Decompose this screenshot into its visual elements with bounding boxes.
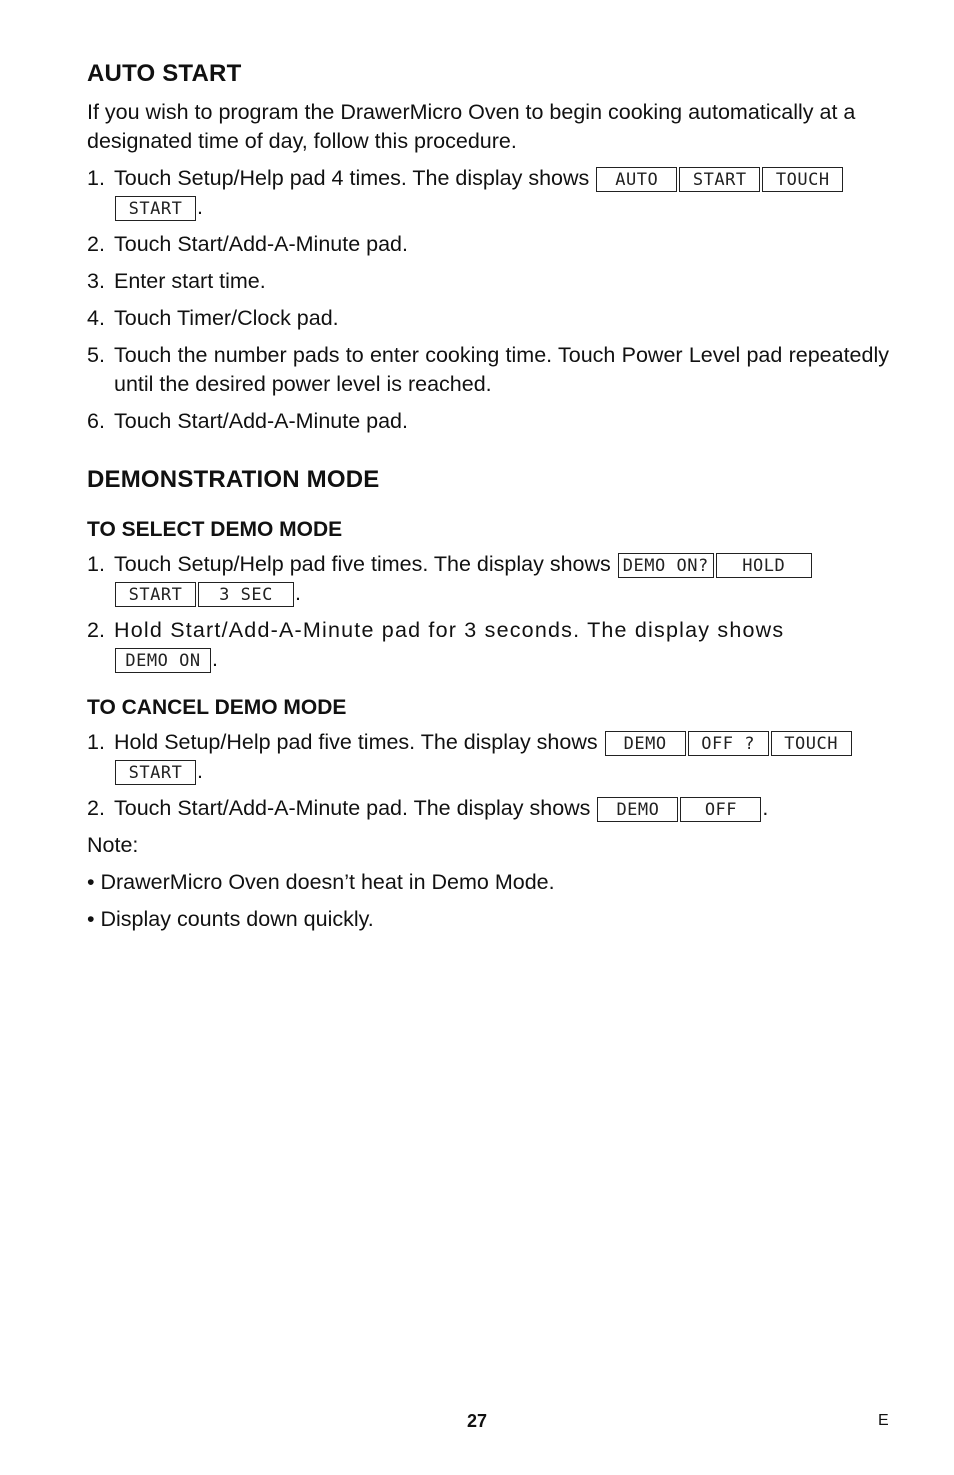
lcd-display: 3 SEC <box>198 582 294 607</box>
lcd-display: DEMO ON <box>115 648 211 673</box>
lcd-display: HOLD <box>716 553 812 578</box>
list-item: 3. Enter start time. <box>87 269 266 293</box>
list-item: 4. Touch Timer/Clock pad. <box>87 306 339 330</box>
list-item: 1. Touch Setup/Help pad 4 times. The display shows AUTO START TOUCH START . <box>87 164 889 222</box>
lcd-display: OFF ? <box>688 731 769 756</box>
list-item: 2. Touch Start/Add-A-Minute pad. The display shows DEMO OFF . <box>87 796 769 820</box>
select-demo-heading: TO SELECT DEMO MODE <box>87 518 343 541</box>
lcd-display: START <box>679 167 760 192</box>
lcd-display: DEMO ON? <box>618 553 714 578</box>
cancel-demo-heading: TO CANCEL DEMO MODE <box>87 696 347 719</box>
language-code: E <box>878 1412 889 1429</box>
list-item: 1. Touch Setup/Help pad five times. The display shows DEMO ON? HOLD START 3 SEC . <box>87 550 889 608</box>
list-item: 1. Hold Setup/Help pad five times. The display shows DEMO OFF ? TOUCH START . <box>87 728 889 786</box>
auto-start-steps <box>87 164 889 436</box>
auto-start-heading: AUTO START <box>87 60 242 87</box>
select-demo-steps <box>87 550 889 674</box>
demo-heading: DEMONSTRATION MODE <box>87 466 380 493</box>
lcd-display: TOUCH <box>762 167 843 192</box>
lcd-display: DEMO <box>597 797 678 822</box>
cancel-demo-steps <box>87 728 889 823</box>
lcd-display: START <box>115 760 196 785</box>
lcd-display: START <box>115 196 196 221</box>
lcd-display: OFF <box>680 797 761 822</box>
lcd-display: START <box>115 582 196 607</box>
lcd-display: AUTO <box>596 167 677 192</box>
list-item: 5. Touch the number pads to enter cooking time. Touch Power Level pad repeatedly until the desired power level is reached. <box>87 343 889 396</box>
lcd-display: TOUCH <box>771 731 852 756</box>
list-item: 2. Hold Start/Add-A-Minute pad for 3 seconds. The display shows DEMO ON . <box>87 618 785 671</box>
list-item: 2. Touch Start/Add-A-Minute pad. <box>87 232 408 256</box>
note-label: Note: <box>87 833 139 857</box>
note-bullet: • DrawerMicro Oven doesn’t heat in Demo Mode. <box>87 870 555 894</box>
manual-page <box>87 60 889 934</box>
page-number: 27 <box>466 1411 488 1431</box>
auto-start-intro: If you wish to program the DrawerMicro Oven to begin cooking automatically at a designated time of day, follow this procedure. <box>87 100 856 153</box>
lcd-display: DEMO <box>605 731 686 756</box>
list-item: 6. Touch Start/Add-A-Minute pad. <box>87 409 408 433</box>
note-bullet: • Display counts down quickly. <box>87 907 374 931</box>
